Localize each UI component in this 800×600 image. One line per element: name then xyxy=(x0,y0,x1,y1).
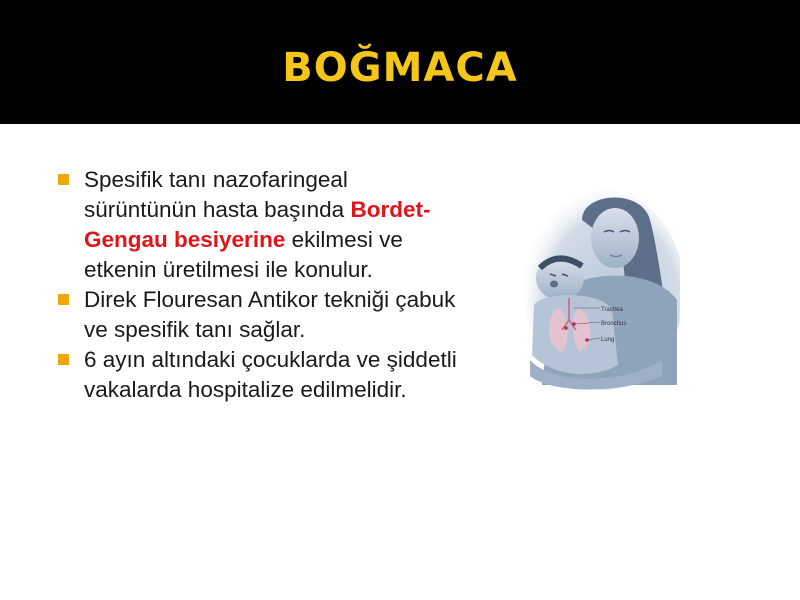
bullet-highlight: Bordet-Gengau besiyerine xyxy=(84,197,431,252)
bullet-text: ekilmesi ve etkenin üretilmesi ile konulur. xyxy=(84,227,403,282)
square-bullet-icon xyxy=(58,174,69,185)
bullet-item xyxy=(56,285,466,345)
bullet-text: 6 ayın altındaki çocuklarda ve şiddetli vakalarda hospitalize edilmelidir. xyxy=(84,347,457,402)
slide-title: BOĞMACA xyxy=(282,45,518,91)
bullet-list xyxy=(56,165,466,405)
bullet-text: Direk Flouresan Antikor tekniği çabuk ve spesifik tanı sağlar. xyxy=(84,287,456,342)
mother-child-illustration xyxy=(512,180,680,390)
square-bullet-icon xyxy=(58,354,69,365)
bullet-text: Spesifik tanı nazofaringeal sürüntünün hasta başında xyxy=(84,167,351,222)
label-trachea: Trachea xyxy=(601,307,623,313)
label-lung: Lung xyxy=(601,337,615,343)
label-bronchus: Bronchus xyxy=(601,321,627,327)
bullet-item xyxy=(56,345,466,405)
bullet-item xyxy=(56,165,466,285)
square-bullet-icon xyxy=(58,294,69,305)
